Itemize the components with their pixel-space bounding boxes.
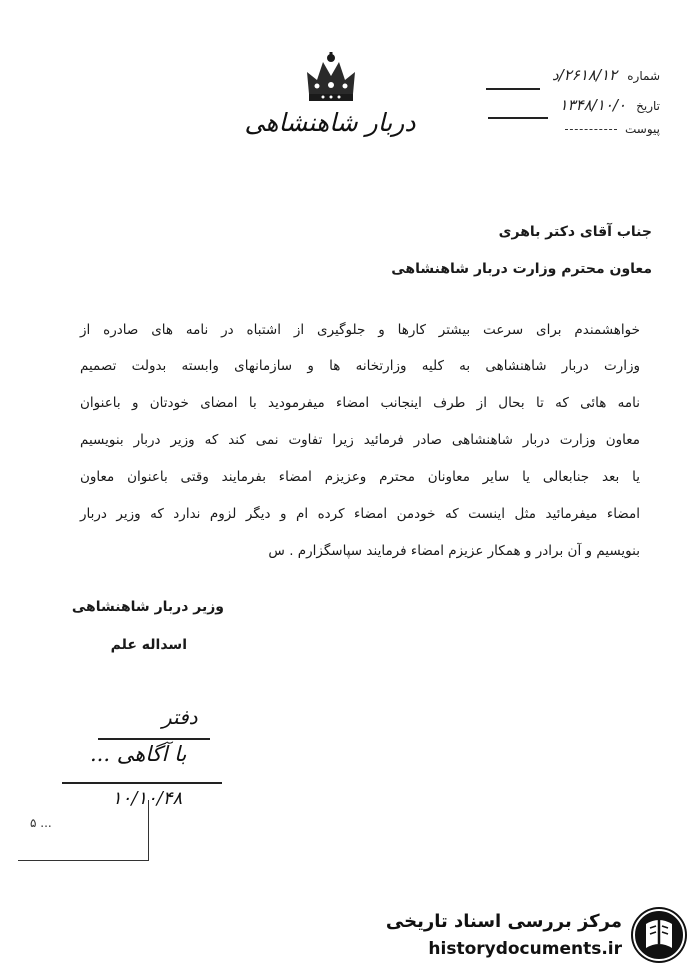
handwritten-note: با آگاهی ...	[90, 742, 187, 766]
signature-name: اسداله علم	[110, 637, 187, 653]
body-line: یا بعد جنابعالی یا سایر معاونان محترم وعزیزم امضاء بفرمایند وقتی باعنوان معاون	[80, 469, 640, 485]
body-line: خواهشمندم برای سرعت بیشتر کارها و جلوگیری از اشتباه در نامه های صادره از	[80, 322, 640, 338]
body-line: امضاء میفرمائید مثل اینست که خودمن امضاء کرده ام و دیگر لزوم ندارد که وزیر دربار	[80, 506, 640, 522]
watermark-logo-icon	[628, 904, 690, 966]
body-line: نامه هائی که تا بحال از طرف اینجانب امضاء میفرمودید با امضای خودتان و باعنوان	[80, 395, 640, 411]
body-line: بنویسیم و آن برادر و همکار عزیزم امضاء فرمایند سپاسگزارم . س	[268, 543, 640, 559]
watermark-url: historydocuments.ir	[428, 939, 622, 959]
crown-emblem-icon	[301, 50, 361, 106]
watermark-title: مرکز بررسی اسناد تاریخی	[385, 911, 622, 932]
signature-title: وزیر دربار شاهنشاهی	[71, 599, 224, 615]
handwritten-note: دفتر	[162, 705, 198, 729]
body-line: وزارت دربار شاهنشاهی به کلیه وزارتخانه ها و سازمانهای وابسته بدولت تصمیم	[80, 358, 640, 374]
handwritten-date: ۱۰/۱۰/۴۸	[112, 788, 183, 809]
stamp-text: ۵ ...	[30, 816, 52, 830]
letter-date	[559, 96, 660, 114]
date-label: تاریخ	[636, 99, 660, 113]
addressee-name: جناب آقای دکتر باهری	[498, 224, 652, 240]
date-value: ۱۳۴۸/۱۰/۰	[559, 96, 626, 114]
body-line: معاون وزارت دربار شاهنشاهی صادر فرمائید زیرا تفاوت نمی کند که وزیر دربار بنویسیم	[80, 432, 640, 448]
number-value: ۲۶۱۸/۱۲/د	[551, 66, 618, 84]
attachment-label: پیوست	[625, 122, 660, 136]
letter-number	[552, 66, 660, 84]
letterhead-title: دربار شاهنشاهی	[244, 108, 416, 137]
number-label: شماره	[627, 69, 660, 83]
letter-attachment	[565, 122, 660, 137]
addressee-title: معاون محترم وزارت دربار شاهنشاهی	[391, 261, 652, 277]
stamp-box	[18, 800, 149, 861]
